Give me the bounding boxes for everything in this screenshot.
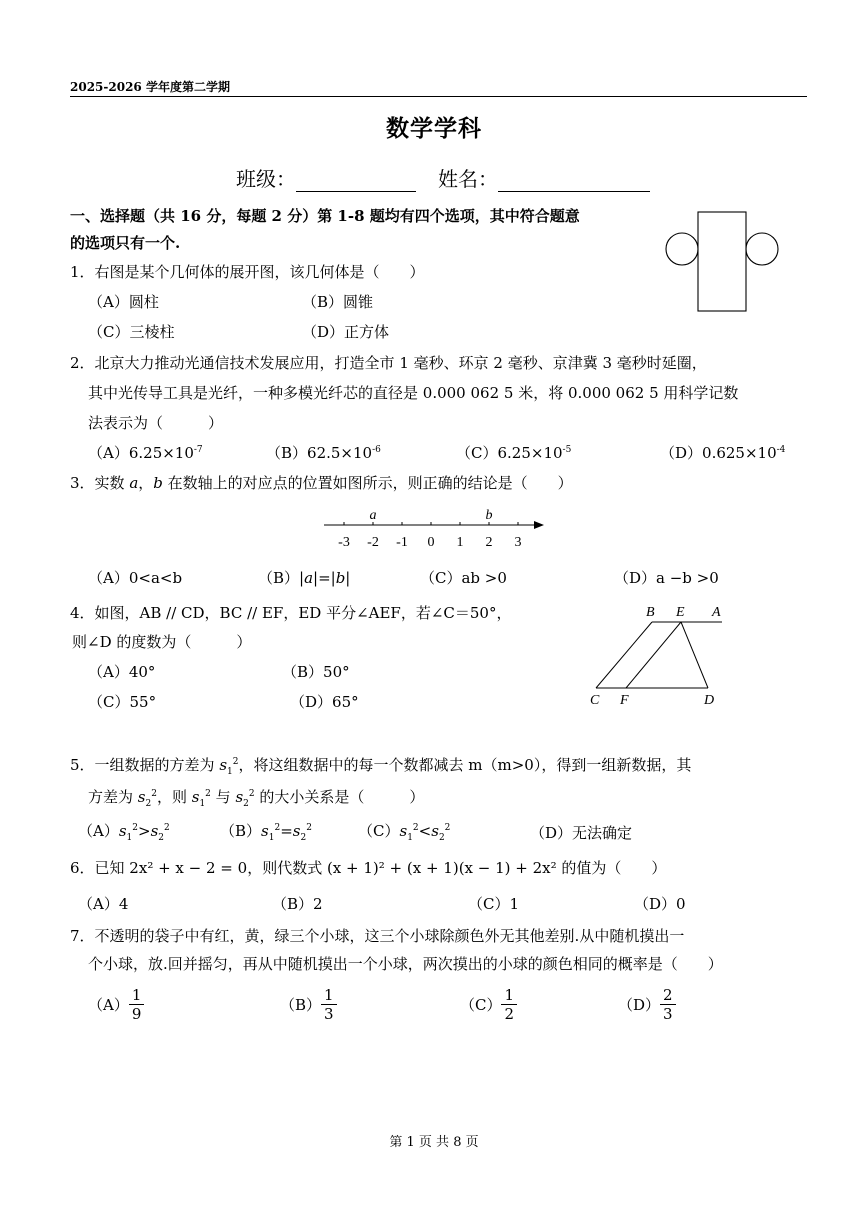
q4-option-c[interactable]: （C）55°: [88, 693, 157, 711]
tick-label: 2: [485, 535, 493, 550]
q3-option-c[interactable]: （C）ab >0: [420, 569, 507, 587]
q4-geometry-figure: [584, 600, 728, 710]
label-D: D: [704, 693, 715, 708]
section1-line1: 一、选择题（共 16 分，每题 2 分）第 1-8 题均有四个选项，其中符合题意: [70, 207, 580, 225]
section1-line2: 的选项只有一个.: [70, 234, 181, 252]
q2-line1: 2．北京大力推动光通信技术发展应用，打造全市 1 毫秒、环京 2 毫秒、京津冀 3 毫秒时延圈，: [70, 354, 707, 372]
header-rule: [70, 96, 807, 97]
q6-stem: 6．已知 2x² + x − 2 = 0，则代数式 (x + 1)² + (x + 1)(x − 1) + 2x² 的值为（ ）: [70, 859, 667, 877]
label-F: F: [620, 693, 629, 708]
cylinder-net-figure: [664, 208, 780, 316]
name-blank[interactable]: [498, 169, 650, 192]
q2-line2: 其中光传导工具是光纤，一种多模光纤芯的直径是 0.000 062 5 米，将 0.000 062 5 用科学记数: [88, 384, 739, 402]
tick-label: -2: [367, 535, 379, 550]
point-b-label: b: [485, 508, 493, 523]
q7-option-c[interactable]: （C） $\frac{1}{2}$: [460, 986, 517, 1023]
q2-option-a[interactable]: $(A)6.25\times 10^{-7}$: [88, 444, 203, 462]
label-A: A: [712, 605, 721, 620]
label-B: B: [646, 605, 655, 620]
name-field[interactable]: [438, 163, 650, 192]
tick-label: 1: [456, 535, 464, 550]
q5-option-c[interactable]: $(C)s_1^2<s_2^2$: [358, 822, 451, 843]
q1-stem: 1．右图是某个几何体的展开图，该几何体是（ ）: [70, 263, 425, 281]
q4-option-a[interactable]: （A）40°: [88, 663, 156, 681]
term-label: 2025-2026 学年度第二学期: [70, 80, 230, 94]
q7-option-d[interactable]: （D） $\frac{2}{3}$: [618, 986, 676, 1023]
q7-line2: 个小球，放.回并摇匀，再从中随机摸出一个小球，两次摸出的小球的颜色相同的概率是（ ）: [88, 955, 723, 973]
arrow-right-icon: [534, 521, 544, 529]
number-line: [318, 503, 554, 553]
q5-line1: 5．一组数据的方差为 $s_1^2$，将这组数据中的每一个数都减去 m（m>0），得到一组新数据，其: [70, 756, 692, 777]
point-a-label: a: [369, 508, 377, 523]
q4-line2: 则∠D 的度数为（ ）: [72, 633, 252, 651]
class-field[interactable]: [236, 163, 416, 192]
q3-stem: 3．实数 a，b 在数轴上的对应点的位置如图所示，则正确的结论是（ ）: [70, 474, 573, 492]
tick-label: 0: [427, 535, 435, 550]
q5-option-b[interactable]: $(B)s_1^2=s_2^2$: [220, 822, 312, 843]
q7-option-b[interactable]: （B） $\frac{1}{3}$: [280, 986, 337, 1023]
q6-option-c[interactable]: （C）1: [468, 895, 520, 913]
q2-option-c[interactable]: $(C)6.25\times 10^{-5}$: [456, 444, 572, 462]
tick-label: 3: [514, 535, 522, 550]
tick-label: -3: [338, 535, 350, 550]
class-label: 班级：: [236, 167, 296, 191]
tick-label: -1: [396, 535, 408, 550]
q3-option-a[interactable]: （A）0<a<b: [88, 569, 183, 587]
label-C: C: [590, 693, 600, 708]
q1-option-d[interactable]: （D）正方体: [302, 323, 390, 341]
class-blank[interactable]: [296, 169, 416, 192]
q6-option-a[interactable]: （A）4: [78, 895, 129, 913]
q7-line1: 7．不透明的袋子中有红，黄，绿三个小球，这三个小球除颜色外无其他差别.从中随机摸出一: [70, 927, 685, 945]
q1-option-c[interactable]: （C）三棱柱: [88, 323, 175, 341]
q5-line2: 方差为 $s_2^2$，则 $s_1^2$ 与 $s_2^2$ 的大小关系是（ ）: [88, 788, 425, 809]
q6-option-b[interactable]: （B）2: [272, 895, 323, 913]
page-footer: 第 1 页 共 8 页: [389, 1135, 479, 1150]
q4-option-d[interactable]: （D）65°: [290, 693, 359, 711]
name-label: 姓名：: [438, 167, 498, 191]
q2-line3: 法表示为（ ）: [88, 414, 224, 432]
label-E: E: [676, 605, 685, 620]
q1-option-b[interactable]: （B）圆锥: [302, 293, 374, 311]
q2-option-b[interactable]: $(B)62.5\times 10^{-6}$: [266, 444, 381, 462]
page-title: 数学学科: [386, 115, 482, 142]
q4-line1: 4．如图，AB // CD，BC // EF，ED 平分∠AEF，若∠C＝50°，: [70, 604, 512, 622]
q7-option-a[interactable]: （A） $\frac{1}{9}$: [88, 986, 144, 1023]
q5-option-d[interactable]: （D）无法确定: [530, 824, 633, 842]
q1-option-a[interactable]: （A）圆柱: [88, 293, 159, 311]
q6-option-d[interactable]: （D）0: [634, 895, 686, 913]
q5-option-a[interactable]: $(A)s_1^2>s_2^2$: [78, 822, 170, 843]
q3-option-b[interactable]: （B）|a|=|b|: [258, 569, 351, 587]
q2-option-d[interactable]: $(D)0.625\times 10^{-4}$: [660, 444, 786, 462]
q3-option-d[interactable]: （D）a −b >0: [614, 569, 719, 587]
q4-option-b[interactable]: （B）50°: [282, 663, 350, 681]
